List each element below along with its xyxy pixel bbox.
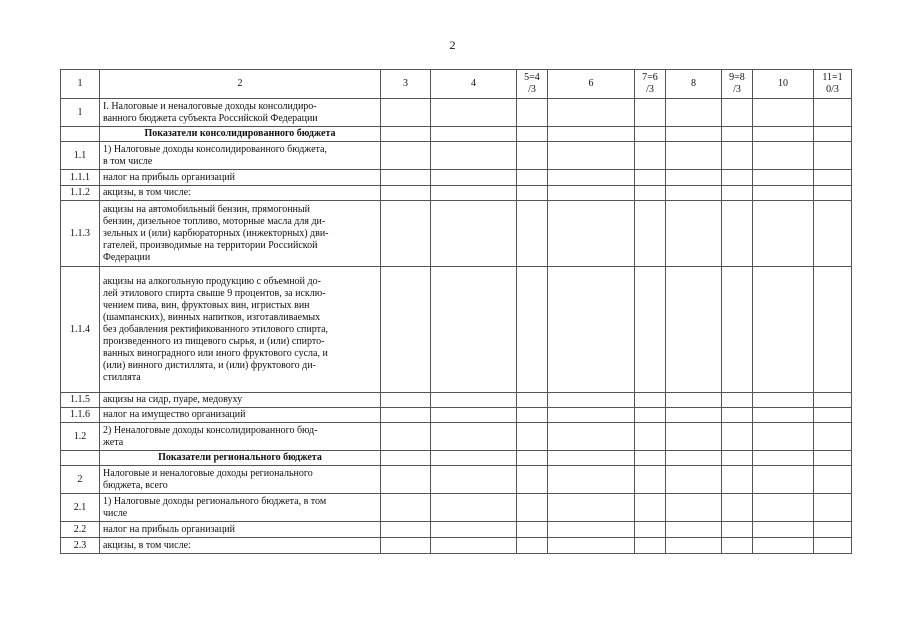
value-cell <box>753 142 814 170</box>
row-description-cell: налог на прибыль организаций <box>100 170 381 186</box>
row-number-cell: 2.1 <box>61 494 100 522</box>
row-description-cell: налог на прибыль организаций <box>100 522 381 538</box>
value-cell <box>381 201 431 267</box>
value-cell <box>431 267 517 393</box>
value-cell <box>814 127 852 142</box>
row-description-cell: акцизы на автомобильный бензин, прямогонный бензин, дизельное топливо, моторные масла для ди- зельных и (или) карбюраторных (инжекторных) дви- гателей, производимые на территории Российской Федерации <box>100 201 381 267</box>
value-cell <box>381 522 431 538</box>
table-row <box>61 267 852 393</box>
value-cell <box>635 393 666 408</box>
value-cell <box>635 522 666 538</box>
row-number-cell: 2 <box>61 466 100 494</box>
table-section-row <box>61 127 852 142</box>
value-cell <box>666 127 722 142</box>
value-cell <box>666 494 722 522</box>
value-cell <box>635 201 666 267</box>
value-cell <box>431 393 517 408</box>
value-cell <box>666 538 722 554</box>
value-cell <box>753 451 814 466</box>
row-description-cell: налог на имущество организаций <box>100 408 381 423</box>
value-cell <box>431 142 517 170</box>
value-cell <box>548 201 635 267</box>
value-cell <box>814 408 852 423</box>
header-cell: 2 <box>100 70 381 99</box>
header-cell: 7=6 /3 <box>635 70 666 99</box>
value-cell <box>722 267 753 393</box>
value-cell <box>517 99 548 127</box>
value-cell <box>548 494 635 522</box>
header-cell: 5=4 /3 <box>517 70 548 99</box>
value-cell <box>517 170 548 186</box>
value-cell <box>548 538 635 554</box>
value-cell <box>722 538 753 554</box>
value-cell <box>753 186 814 201</box>
value-cell <box>753 170 814 186</box>
value-cell <box>753 201 814 267</box>
table-row <box>61 522 852 538</box>
value-cell <box>722 522 753 538</box>
header-cell: 9=8 /3 <box>722 70 753 99</box>
value-cell <box>548 451 635 466</box>
value-cell <box>814 170 852 186</box>
table-row <box>61 393 852 408</box>
value-cell <box>381 494 431 522</box>
row-number-cell: 1.1.2 <box>61 186 100 201</box>
value-cell <box>635 99 666 127</box>
value-cell <box>548 142 635 170</box>
value-cell <box>722 170 753 186</box>
table-row <box>61 99 852 127</box>
value-cell <box>722 201 753 267</box>
value-cell <box>635 538 666 554</box>
value-cell <box>548 99 635 127</box>
table-row <box>61 142 852 170</box>
value-cell <box>722 186 753 201</box>
value-cell <box>548 466 635 494</box>
value-cell <box>814 423 852 451</box>
value-cell <box>666 522 722 538</box>
value-cell <box>517 267 548 393</box>
value-cell <box>381 170 431 186</box>
value-cell <box>431 494 517 522</box>
value-cell <box>666 408 722 423</box>
value-cell <box>753 393 814 408</box>
value-cell <box>431 99 517 127</box>
value-cell <box>666 99 722 127</box>
row-number-cell: 1.2 <box>61 423 100 451</box>
value-cell <box>753 267 814 393</box>
value-cell <box>635 142 666 170</box>
row-description-cell: Налоговые и неналоговые доходы регионального бюджета, всего <box>100 466 381 494</box>
value-cell <box>635 267 666 393</box>
value-cell <box>814 494 852 522</box>
row-number-cell: 1 <box>61 99 100 127</box>
value-cell <box>814 466 852 494</box>
value-cell <box>517 201 548 267</box>
value-cell <box>814 186 852 201</box>
table-row <box>61 186 852 201</box>
value-cell <box>722 142 753 170</box>
value-cell <box>753 408 814 423</box>
value-cell <box>814 538 852 554</box>
value-cell <box>517 186 548 201</box>
value-cell <box>381 142 431 170</box>
header-cell: 6 <box>548 70 635 99</box>
table-row <box>61 408 852 423</box>
header-cell: 10 <box>753 70 814 99</box>
value-cell <box>548 522 635 538</box>
value-cell <box>753 538 814 554</box>
value-cell <box>381 127 431 142</box>
row-number-cell: 2.2 <box>61 522 100 538</box>
table-section-row <box>61 451 852 466</box>
row-number-cell: 2.3 <box>61 538 100 554</box>
value-cell <box>635 186 666 201</box>
value-cell <box>548 170 635 186</box>
value-cell <box>814 451 852 466</box>
table-row <box>61 201 852 267</box>
value-cell <box>814 267 852 393</box>
table-row <box>61 170 852 186</box>
value-cell <box>381 393 431 408</box>
value-cell <box>635 170 666 186</box>
header-cell: 3 <box>381 70 431 99</box>
value-cell <box>814 99 852 127</box>
value-cell <box>548 267 635 393</box>
value-cell <box>517 494 548 522</box>
value-cell <box>381 466 431 494</box>
row-number-cell: 1.1 <box>61 142 100 170</box>
value-cell <box>431 522 517 538</box>
row-number-cell <box>61 451 100 466</box>
value-cell <box>381 423 431 451</box>
value-cell <box>431 466 517 494</box>
report-table <box>60 69 852 554</box>
value-cell <box>431 201 517 267</box>
value-cell <box>548 186 635 201</box>
value-cell <box>635 451 666 466</box>
value-cell <box>666 170 722 186</box>
value-cell <box>666 267 722 393</box>
table-row <box>61 538 852 554</box>
value-cell <box>381 538 431 554</box>
value-cell <box>635 494 666 522</box>
value-cell <box>548 423 635 451</box>
row-number-cell: 1.1.5 <box>61 393 100 408</box>
value-cell <box>666 393 722 408</box>
value-cell <box>431 423 517 451</box>
row-description-cell: акцизы, в том числе: <box>100 186 381 201</box>
value-cell <box>814 201 852 267</box>
value-cell <box>517 522 548 538</box>
value-cell <box>722 127 753 142</box>
value-cell <box>517 393 548 408</box>
header-cell: 1 <box>61 70 100 99</box>
table-row <box>61 466 852 494</box>
row-number-cell <box>61 127 100 142</box>
row-description-cell: акцизы, в том числе: <box>100 538 381 554</box>
row-description-cell: акцизы на алкогольную продукцию с объемной до- лей этилового спирта свыше 9 процентов, за исклю- чением пива, вин, фруктовых вин, игристых вин (шампанских), винных напитков, изготавливаемых без добавления ректификованного этилового спирта, произведенного из пищевого сырья, и (или) спирто- ванных виноградного или иного фруктового сусла, и (или) винного дистиллята, и (или) фруктового ди- стиллята <box>100 267 381 393</box>
value-cell <box>666 451 722 466</box>
value-cell <box>517 408 548 423</box>
value-cell <box>431 451 517 466</box>
value-cell <box>381 408 431 423</box>
value-cell <box>722 99 753 127</box>
header-cell: 11=1 0/3 <box>814 70 852 99</box>
value-cell <box>381 186 431 201</box>
value-cell <box>753 522 814 538</box>
value-cell <box>431 127 517 142</box>
table-row <box>61 494 852 522</box>
value-cell <box>635 127 666 142</box>
value-cell <box>431 186 517 201</box>
value-cell <box>548 393 635 408</box>
value-cell <box>722 451 753 466</box>
value-cell <box>753 127 814 142</box>
value-cell <box>517 451 548 466</box>
value-cell <box>548 127 635 142</box>
row-description-cell: 2) Неналоговые доходы консолидированного бюд- жета <box>100 423 381 451</box>
row-description-cell: I. Налоговые и неналоговые доходы консолидиро- ванного бюджета субъекта Российской Федерации <box>100 99 381 127</box>
header-cell: 8 <box>666 70 722 99</box>
value-cell <box>722 466 753 494</box>
value-cell <box>722 423 753 451</box>
value-cell <box>814 522 852 538</box>
value-cell <box>722 494 753 522</box>
value-cell <box>381 451 431 466</box>
value-cell <box>666 423 722 451</box>
value-cell <box>517 127 548 142</box>
value-cell <box>753 423 814 451</box>
page-number: 2 <box>449 38 456 52</box>
value-cell <box>666 186 722 201</box>
table-row <box>61 423 852 451</box>
value-cell <box>814 393 852 408</box>
row-description-cell: акцизы на сидр, пуаре, медовуху <box>100 393 381 408</box>
value-cell <box>753 466 814 494</box>
value-cell <box>548 408 635 423</box>
value-cell <box>381 267 431 393</box>
value-cell <box>753 494 814 522</box>
value-cell <box>635 423 666 451</box>
value-cell <box>517 423 548 451</box>
row-number-cell: 1.1.4 <box>61 267 100 393</box>
row-number-cell: 1.1.3 <box>61 201 100 267</box>
section-heading: Показатели регионального бюджета <box>100 451 381 466</box>
value-cell <box>666 201 722 267</box>
value-cell <box>753 99 814 127</box>
value-cell <box>635 466 666 494</box>
value-cell <box>814 142 852 170</box>
value-cell <box>431 170 517 186</box>
value-cell <box>517 466 548 494</box>
value-cell <box>666 466 722 494</box>
value-cell <box>431 408 517 423</box>
row-description-cell: 1) Налоговые доходы регионального бюджета, в том числе <box>100 494 381 522</box>
row-number-cell: 1.1.6 <box>61 408 100 423</box>
value-cell <box>666 142 722 170</box>
row-description-cell: 1) Налоговые доходы консолидированного бюджета, в том числе <box>100 142 381 170</box>
section-heading: Показатели консолидированного бюджета <box>100 127 381 142</box>
row-number-cell: 1.1.1 <box>61 170 100 186</box>
value-cell <box>635 408 666 423</box>
header-cell: 4 <box>431 70 517 99</box>
value-cell <box>431 538 517 554</box>
value-cell <box>381 99 431 127</box>
value-cell <box>722 393 753 408</box>
table-header-row <box>61 70 852 99</box>
value-cell <box>722 408 753 423</box>
value-cell <box>517 538 548 554</box>
value-cell <box>517 142 548 170</box>
